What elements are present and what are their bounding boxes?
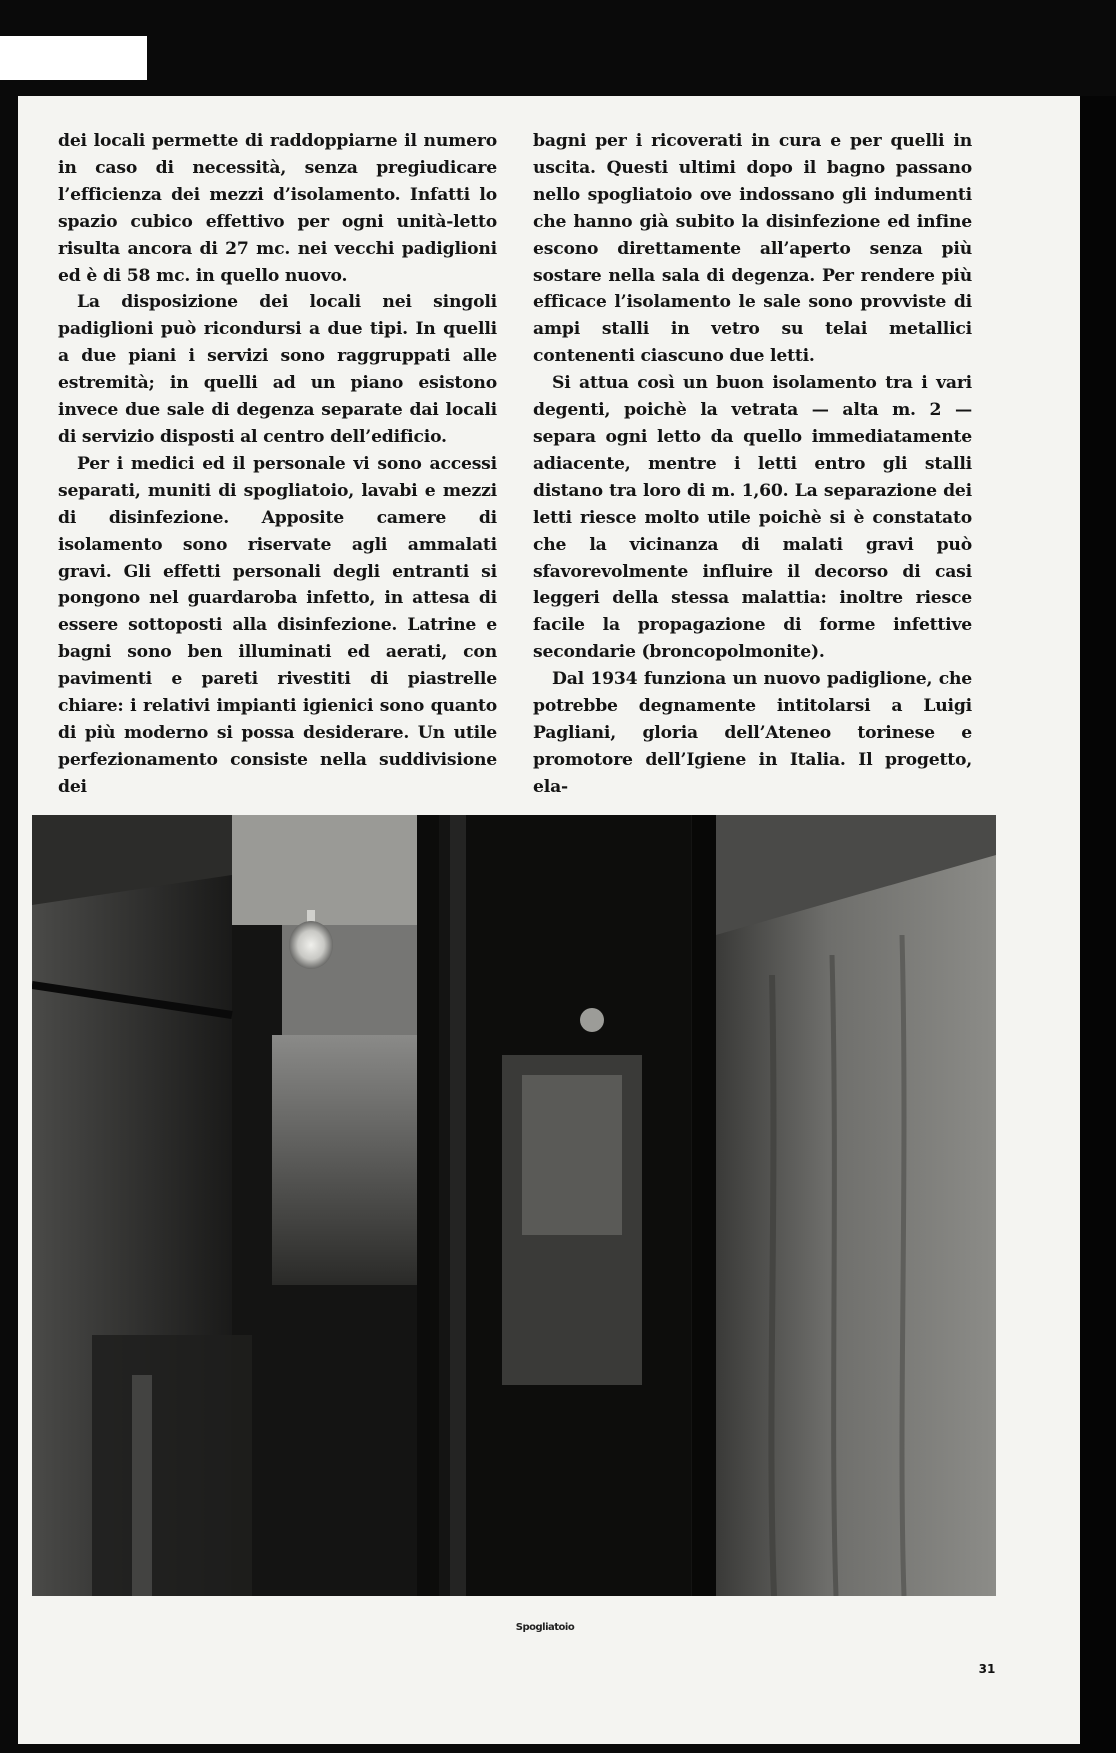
- paragraph: Dal 1934 funziona un nuovo padiglione, che potrebbe degnamente intitolarsi a Luigi Pagliani, gloria dell’Ateneo torinese e promotore dell’Igiene in Italia. Il progetto, ela-: [533, 669, 972, 797]
- curtain-fold: [771, 975, 774, 1596]
- curtain-right: [716, 815, 996, 1596]
- wall-fixture: [580, 1008, 604, 1032]
- paragraph: La disposizione dei locali nei singoli padiglioni può ricondursi a due tipi. In quelli a due piani i servizi sono raggruppati alle estremità; in quelli ad un piano esistono invece due sale di degenza separate dai locali di servizio disposti al centro dell’edificio.: [58, 292, 497, 447]
- bed-post: [132, 1375, 152, 1596]
- text-column-right: [533, 128, 972, 801]
- page-number: 31: [978, 1662, 996, 1676]
- curtain-fold: [902, 935, 904, 1596]
- ceiling-lamp: [289, 921, 333, 969]
- frame-post-1: [417, 815, 439, 1596]
- paragraph: bagni per i ricoverati in cura e per quelli in uscita. Questi ultimi dopo il bagno passano nello spogliatoio ove indossano gli indumenti che hanno già subito la disinfezione ed infine escono direttamente all’aperto senza più sostare nella sala di degenza. Per rendere più efficace l’isolamento le sale sono provviste di ampi stalli in vetro su telai metallici contenenti ciascuno due letti.: [533, 131, 972, 367]
- text-column-left: [58, 128, 497, 801]
- bed-frame-left: [92, 1335, 252, 1596]
- frame-post-3: [692, 815, 716, 1596]
- paragraph: dei locali permette di raddoppiarne il numero in caso di necessità, senza pregiudicare l’efficienza dei mezzi d’isolamento. Infatti lo spazio cubico effettivo per ogni unità-letto risulta ancora di 27 mc. nei vecchi padiglioni ed è di 58 mc. in quello nuovo.: [58, 131, 497, 286]
- paragraph: Si attua così un buon isolamento tra i vari degenti, poichè la vetrata — alta m. 2 — separa ogni letto da quello immediatamente adiacente, mentre i letti entro gli stalli distano tra loro di m. 1,60. La separazione dei letti riesce molto utile poichè si è constatato che la vicinanza di malati gravi può sfavorevolmente influire il decorso di casi leggeri della stessa malattia: inoltre riesce facile la propagazione di forme infettive secondarie (broncopolmonite).: [533, 373, 972, 663]
- door-window: [522, 1075, 622, 1235]
- photo-caption: Spogliatoio: [515, 1622, 575, 1633]
- frame-post-2: [450, 815, 466, 1596]
- glass-panel-left: [272, 1035, 432, 1285]
- upper-glass-left: [232, 815, 432, 925]
- ward-photograph: [32, 815, 996, 1596]
- paragraph: Per i medici ed il personale vi sono accessi separati, muniti di spogliatoio, lavabi e mezzi di disinfezione. Apposite camere di isolamento sono riservate agli ammalati gravi. Gli effetti personali degli entranti si pongono nel guardaroba infetto, in attesa di essere sottoposti alla disinfezione. Latrine e bagni sono ben illuminati ed aerati, con pavimenti e pareti rivestiti di piastrelle chiare: i relativi impianti igienici sono quanto di più moderno si possa desiderare. Un utile perfezionamento consiste nella suddivisione dei: [58, 453, 497, 797]
- scan-border: [1080, 96, 1116, 1753]
- curtain-fold: [832, 955, 836, 1596]
- scan-label-tab: [0, 36, 147, 80]
